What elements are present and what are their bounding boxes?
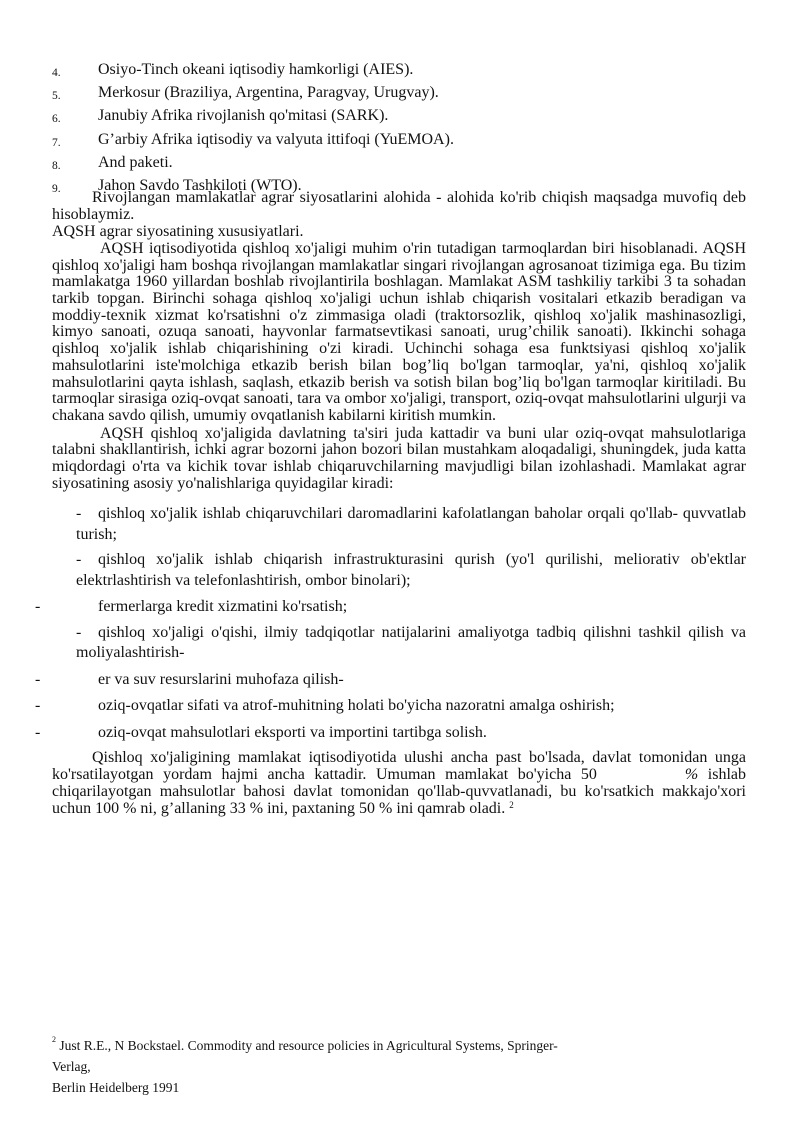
bullet-item — [35, 696, 746, 717]
footnote-line — [52, 1035, 692, 1056]
section-heading: AQSH agrar siyosatining xususiyatlari. — [52, 223, 304, 241]
closing-text-part2: ishlab chiqarilayotgan mahsulotlar bahosi davlat tomonidan qo'llab-quvvatlanadi, bu ko'rsatkich makkajo'xori uchun 100 % ni, g’allaning 33 % ini, paxtaning 50 % ini qamrab oladi. — [52, 766, 746, 817]
list-number: 9. — [52, 182, 61, 195]
list-item — [52, 60, 752, 83]
body-paragraph: AQSH iqtisodiyotida qishloq xo'jaligi muhim o'rin tutadigan tarmoqlardan biri hisoblanadi. AQSH qishloq xo'jaligi ham boshqa rivojlangan mamlakatlar singari rivojlangan agrosanoat tizimiga ega. Bu tizim mamlakatga 1960 yillardan boshlab rivojlantirila boshlagan. Mamlakat ASM tashkiliy tarkibi 3 ta sohadan tarkib topgan. Birinchi sohaga qishloq xo'jaligi uchun ishlab chiqarish vositalari etkazib beradigan va moddiy-texnik xizmat ko'rsatishni o'z zimmasiga oladi (traktorsozlik, qishloq xo'jalik mashinasozligi, kimyo sanoati, ozuqa sanoati, hayvonlar farmatsevtikasi sanoati, urug’chilik sanoati). Ikkinchi sohaga qishloq xo'jalik ishlab chiqarishining o'zi kiradi. Uchinchi sohaga esa funktsiyasi qishloq xo'jalik mahsulotlarini iste'molchiga etkazib berish bilan bog’liq bo'lgan tarmoqlar, ya'ni, qishloq xo'jalik mahsulotlarini qayta ishlash, saqlash, etkazib berish va sotish bilan bog’liq bo'lgan tarmoqlar kiritiladi. Bu tarmoqlar sirasiga oziq-ovqat sanoati, tara va ombor xo'jaligi, transport, oziq-ovqat mahsulotlarini ulgurji va chakana savdo qilish, umumiy ovqatlanish kabilarni kiritish mumkin. — [52, 239, 746, 424]
bullet-item — [35, 670, 746, 691]
list-number: 6. — [52, 113, 61, 126]
list-item — [52, 153, 752, 176]
bullet-dash: - — [35, 697, 41, 715]
list-text: And paketi. — [98, 153, 173, 171]
document-body — [35, 189, 746, 817]
list-number: 8. — [52, 159, 61, 172]
list-number: 5. — [52, 90, 61, 103]
intro-paragraph: Rivojlangan mamlakatlar agrar siyosatlarini alohida - alohida ko'rib chiqish maqsadga muvofiq deb hisoblaymiz. — [52, 189, 746, 223]
closing-text-part1: Qishloq xo'jaligining mamlakat iqtisodiyotida ulushi ancha past bo'lsada, davlat tomonidan unga ko'rsatilayotgan yordam hajmi ancha kattadir. Umuman mamlakat bo'yicha 50 — [52, 749, 746, 784]
list-number: 4. — [52, 67, 61, 79]
footnote-line: Verlag, — [52, 1059, 91, 1074]
bullet-dash: - — [35, 723, 41, 741]
bullet-dash: - — [76, 505, 82, 523]
bullet-item — [52, 550, 746, 591]
list-item — [52, 130, 752, 153]
bullet-text: qishloq xo'jalik ishlab chiqaruvchilari daromadlarini kafolatlangan baholar orqali qo'llab- quvvatlab turish; — [76, 505, 746, 543]
list-text: Jahon Savdo Tashkiloti (WTO). — [98, 176, 302, 194]
bullet-text: oziq-ovqatlar sifati va atrof-muhitning holati bo'yicha nazoratni amalga oshirish; — [98, 697, 615, 715]
list-text: Osiyo-Tinch okeani iqtisodiy hamkorligi (AIES). — [98, 61, 414, 78]
bullet-text: fermerlarga kredit xizmatini ko'rsatish; — [98, 598, 348, 616]
bullet-text: er va suv resurslarini muhofaza qilish- — [98, 670, 344, 688]
bullet-item — [52, 623, 746, 664]
list-text: G’arbiy Afrika iqtisodiy va valyuta ittifoqi (YuEMOA). — [98, 130, 454, 148]
footnote-mark: 2 — [52, 1035, 56, 1044]
bullet-dash: - — [35, 598, 41, 616]
bullet-text: oziq-ovqat mahsulotlari eksporti va importini tartibga solish. — [98, 723, 487, 741]
bullet-dash: - — [35, 670, 41, 688]
percent-sign: % — [684, 766, 699, 784]
list-item — [52, 106, 752, 129]
footnote-text: Just R.E., N Bockstael. Commodity and resource policies in Agricultural Systems, Springer- — [59, 1038, 558, 1053]
bullet-item — [52, 504, 746, 545]
footnote-reference: 2 — [509, 799, 514, 810]
bullet-text: qishloq xo'jaligi o'qishi, ilmiy tadqiqotlar natijalarini amaliyotga tadbiq qilishni tashkil qilish va moliyalashtirish- — [76, 623, 746, 662]
footnote-line: Berlin Heidelberg 1991 — [52, 1080, 180, 1095]
bullet-dash: - — [76, 551, 82, 569]
list-text: Merkosur (Braziliya, Argentina, Paragvay, Urugvay). — [98, 84, 439, 102]
list-item — [52, 83, 752, 106]
organization-list — [52, 60, 752, 199]
closing-paragraph — [52, 750, 746, 817]
bullet-text: qishloq xo'jalik ishlab chiqarish infrastrukturasini qurish (yo'l qurilishi, meliorativ ob'ektlar elektrlashtirish va telefonlashtirish, ombor binolari); — [76, 551, 746, 589]
list-text: Janubiy Afrika rivojlanish qo'mitasi (SARK). — [98, 107, 389, 125]
list-number: 7. — [52, 136, 61, 149]
bullet-item — [35, 723, 746, 744]
bullet-dash: - — [76, 623, 82, 641]
body-paragraph: AQSH qishloq xo'jaligida davlatning ta'siri juda kattadir va buni ular oziq-ovqat mahsulotlariga talabni shakllantirish, ichki agrar bozorni jahon bozori bilan mustahkam aloqadaligi, shuningdek, juda katta miqdordagi o'rta va kichik tovar ishlab chiqaruvchilarning mavjudligi bilan izohlashadi. Mamlakat agrar siyosatining asosiy yo'nalishlariga quyidagilar kiradi: — [52, 424, 746, 492]
bullet-item — [35, 597, 746, 618]
footnote — [52, 1035, 692, 1098]
